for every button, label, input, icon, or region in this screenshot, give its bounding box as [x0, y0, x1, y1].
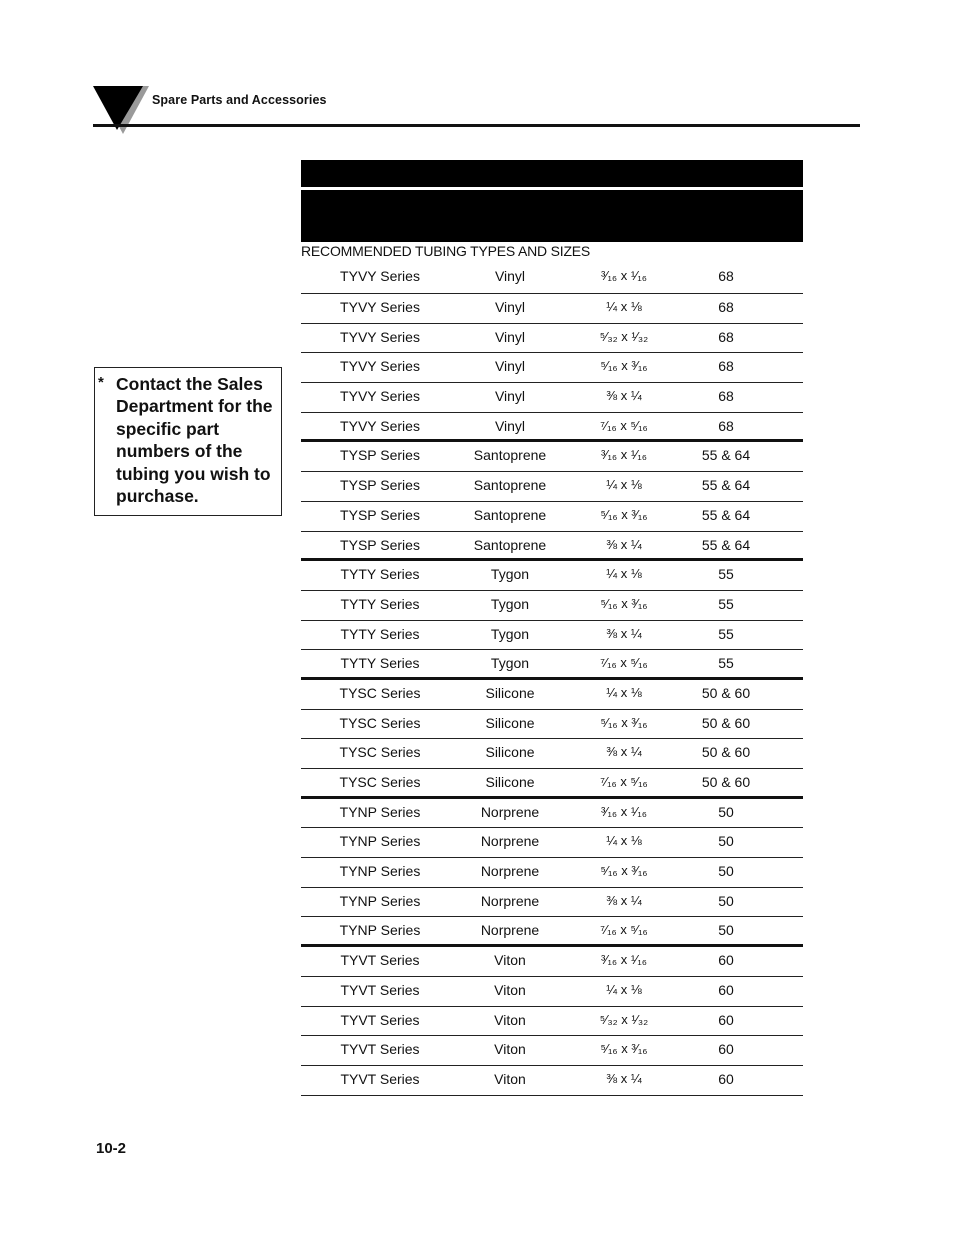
size-cell: ¼ x ⅛ [606, 833, 642, 849]
durometer-cell: 55 [718, 655, 734, 672]
durometer-cell: 68 [718, 268, 734, 284]
table-row [301, 769, 803, 799]
size-cell: ⁵⁄₁₆ x ³⁄₁₆ [600, 506, 648, 522]
material-cell: Vinyl [494, 388, 526, 405]
size-cell: ⁵⁄₁₆ x ³⁄₁₆ [600, 358, 648, 374]
series-cell: TYSP Series [340, 447, 420, 464]
size-cell: ³⁄₁₆ x ¹⁄₁₆ [601, 803, 647, 819]
header-rule [93, 124, 860, 127]
material-cell: Tygon [490, 566, 530, 583]
note-asterisk: * [98, 374, 104, 391]
material-cell: Viton [494, 952, 526, 969]
size-cell: ⅜ x ¼ [606, 388, 642, 404]
durometer-cell: 55 & 64 [701, 447, 751, 464]
material-cell: Norprene [480, 833, 540, 850]
size-cell: ¼ x ⅛ [606, 981, 642, 997]
durometer-cell: 60 [718, 981, 734, 998]
durometer-cell: 55 [718, 625, 734, 642]
table-row [301, 442, 803, 472]
material-cell: Vinyl [494, 358, 526, 375]
page-number: 10-2 [96, 1140, 127, 1157]
table-row [301, 383, 803, 413]
material-cell: Santoprene [473, 536, 547, 553]
series-cell: TYNP Series [339, 892, 421, 909]
series-cell: TYSC Series [339, 714, 421, 731]
table-row [301, 888, 803, 918]
table-header-band [301, 190, 803, 242]
material-cell: Vinyl [494, 417, 526, 434]
table-row [301, 324, 803, 354]
series-cell: TYSP Series [340, 536, 420, 553]
table-row [301, 561, 803, 591]
material-cell: Santoprene [473, 477, 547, 494]
material-cell: Silicone [485, 774, 535, 790]
table-row [301, 977, 803, 1007]
note-text: Contact the Sales Department for the specific part numbers of the tubing you wish to purchase. [116, 374, 273, 507]
table-row [301, 947, 803, 977]
material-cell: Santoprene [473, 506, 547, 523]
durometer-cell: 68 [718, 299, 734, 315]
series-cell: TYVY Series [340, 388, 420, 405]
table-row [301, 739, 803, 769]
material-cell: Norprene [480, 892, 540, 909]
material-cell: Vinyl [494, 328, 526, 345]
series-cell: TYTY Series [340, 655, 420, 672]
table-row [301, 1007, 803, 1037]
material-cell: Norprene [480, 922, 540, 939]
series-cell: TYVY Series [340, 417, 420, 434]
durometer-cell: 55 [718, 566, 734, 583]
durometer-cell: 50 [718, 833, 734, 850]
material-cell: Viton [494, 1011, 526, 1028]
size-cell: ⁷⁄₁₆ x ⁵⁄₁₆ [600, 417, 648, 433]
material-cell: Norprene [480, 803, 540, 820]
durometer-cell: 55 [718, 595, 734, 612]
material-cell: Silicone [485, 714, 535, 731]
durometer-cell: 50 [718, 922, 734, 939]
durometer-cell: 60 [718, 952, 734, 969]
table-row [301, 1036, 803, 1066]
durometer-cell: 60 [718, 1041, 734, 1058]
table-row [301, 294, 803, 324]
table-row [301, 650, 803, 680]
series-cell: TYSC Series [339, 774, 421, 790]
material-cell: Tygon [490, 655, 530, 672]
series-cell: TYVT Series [340, 1041, 420, 1058]
series-cell: TYVY Series [340, 299, 420, 315]
table-row [301, 353, 803, 383]
series-cell: TYVY Series [340, 328, 420, 345]
series-cell: TYTY Series [340, 595, 420, 612]
durometer-cell: 50 & 60 [701, 774, 751, 790]
durometer-cell: 50 & 60 [701, 684, 751, 701]
series-cell: TYSP Series [340, 506, 420, 523]
size-cell: ³⁄₁₆ x ¹⁄₁₆ [601, 268, 647, 283]
table-row [301, 472, 803, 502]
size-cell: ¼ x ⅛ [606, 684, 642, 700]
size-cell: ¼ x ⅛ [606, 566, 642, 582]
durometer-cell: 68 [718, 358, 734, 375]
size-cell: ³⁄₁₆ x ¹⁄₁₆ [601, 447, 647, 463]
durometer-cell: 55 & 64 [701, 506, 751, 523]
series-cell: TYTY Series [340, 566, 420, 583]
durometer-cell: 50 [718, 803, 734, 820]
size-cell: ⁵⁄₁₆ x ³⁄₁₆ [600, 1041, 648, 1057]
table-row [301, 263, 803, 294]
material-cell: Tygon [490, 625, 530, 642]
durometer-cell: 68 [718, 417, 734, 434]
durometer-cell: 50 [718, 863, 734, 880]
table-caption: RECOMMENDED TUBING TYPES AND SIZES [301, 243, 591, 259]
note-box [94, 367, 282, 516]
table-row [301, 710, 803, 740]
section-header-title: Spare Parts and Accessories [152, 93, 327, 107]
size-cell: ⁵⁄₃₂ x ¹⁄₃₂ [599, 1011, 649, 1027]
table-row [301, 532, 803, 562]
table-row [301, 413, 803, 443]
table-row [301, 621, 803, 651]
size-cell: ⁵⁄₁₆ x ³⁄₁₆ [600, 595, 648, 611]
material-cell: Silicone [485, 744, 535, 761]
durometer-cell: 60 [718, 1011, 734, 1028]
material-cell: Norprene [480, 863, 540, 880]
size-cell: ⁵⁄₁₆ x ³⁄₁₆ [600, 863, 648, 879]
series-cell: TYVY Series [340, 358, 420, 375]
series-cell: TYSC Series [339, 744, 421, 761]
material-cell: Santoprene [473, 447, 547, 464]
series-cell: TYVT Series [340, 981, 420, 998]
series-cell: TYSC Series [339, 684, 421, 701]
series-cell: TYVY Series [340, 268, 420, 284]
tubing-table [301, 263, 803, 1096]
table-row [301, 799, 803, 829]
table-row [301, 680, 803, 710]
material-cell: Viton [494, 1070, 526, 1087]
series-cell: TYTY Series [340, 625, 420, 642]
series-cell: TYNP Series [339, 833, 421, 850]
series-cell: TYVT Series [340, 1070, 420, 1087]
chapter-triangle-icon [93, 86, 149, 136]
size-cell: ³⁄₁₆ x ¹⁄₁₆ [601, 952, 647, 968]
durometer-cell: 55 & 64 [701, 477, 751, 494]
table-row [301, 502, 803, 532]
size-cell: ⁷⁄₁₆ x ⁵⁄₁₆ [600, 655, 648, 671]
table-row [301, 858, 803, 888]
size-cell: ⅜ x ¼ [606, 1070, 642, 1086]
durometer-cell: 55 & 64 [701, 536, 751, 553]
durometer-cell: 60 [718, 1070, 734, 1087]
table-header-band-top [301, 160, 803, 187]
material-cell: Vinyl [494, 299, 526, 315]
size-cell: ⁵⁄₃₂ x ¹⁄₃₂ [599, 328, 649, 344]
durometer-cell: 50 [718, 892, 734, 909]
series-cell: TYVT Series [340, 952, 420, 969]
size-cell: ⁵⁄₁₆ x ³⁄₁₆ [600, 714, 648, 730]
size-cell: ¼ x ⅛ [606, 299, 642, 314]
durometer-cell: 50 & 60 [701, 714, 751, 731]
size-cell: ⅜ x ¼ [606, 536, 642, 552]
table-row [301, 917, 803, 947]
series-cell: TYVT Series [340, 1011, 420, 1028]
size-cell: ⅜ x ¼ [606, 625, 642, 641]
size-cell: ¼ x ⅛ [606, 477, 642, 493]
durometer-cell: 50 & 60 [701, 744, 751, 761]
material-cell: Tygon [490, 595, 530, 612]
size-cell: ⅜ x ¼ [606, 892, 642, 908]
table-row [301, 828, 803, 858]
material-cell: Viton [494, 1041, 526, 1058]
series-cell: TYNP Series [339, 803, 421, 820]
table-row [301, 591, 803, 621]
series-cell: TYNP Series [339, 922, 421, 939]
durometer-cell: 68 [718, 328, 734, 345]
size-cell: ⅜ x ¼ [606, 744, 642, 760]
series-cell: TYSP Series [340, 477, 420, 494]
size-cell: ⁷⁄₁₆ x ⁵⁄₁₆ [600, 922, 648, 938]
size-cell: ⁷⁄₁₆ x ⁵⁄₁₆ [600, 774, 648, 789]
material-cell: Viton [494, 981, 526, 998]
series-cell: TYNP Series [339, 863, 421, 880]
material-cell: Vinyl [494, 268, 526, 284]
table-row [301, 1066, 803, 1096]
durometer-cell: 68 [718, 388, 734, 405]
material-cell: Silicone [485, 684, 535, 701]
